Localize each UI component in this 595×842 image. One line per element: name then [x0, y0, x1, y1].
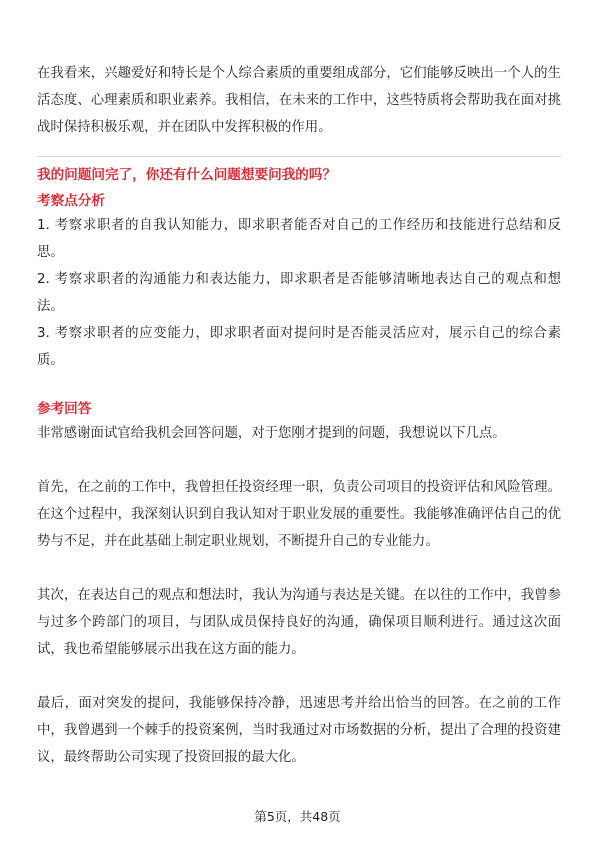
paragraph-gap — [37, 447, 561, 474]
intro-paragraph: 在我看来，兴趣爱好和特长是个人综合素质的重要组成部分，它们能够反映出一个人的生活态度、心理素质和职业素养。我相信，在未来的工作中，这些特质将会帮助我在面对挑战时保持积极乐观，并在团队中发挥积极的作用。 — [37, 66, 561, 135]
analysis-item: 1. 考察求职者的自我认知能力，即求职者能否对自己的工作经历和技能进行总结和反思。 — [37, 218, 561, 260]
paragraph-gap — [37, 663, 561, 690]
answer-heading: 参考回答 — [37, 401, 92, 417]
analysis-heading: 考察点分析 — [37, 193, 105, 209]
answer-paragraph: 其次，在表达自己的观点和想法时，我认为沟通与表达是关键。在以往的工作中，我曾参与过多个跨部门的项目，与团队成员保持良好的沟通，确保项目顺利进行。通过这次面试，我也希望能够展示出我在这方面的能力。 — [37, 588, 561, 657]
analysis-item: 3. 考察求职者的应变能力，即求职者面对提问时是否能灵活应对，展示自己的综合素质。 — [37, 326, 561, 368]
page-number-footer: 第5页，共48页 — [254, 809, 341, 824]
paragraph-gap — [37, 555, 561, 582]
analysis-item: 2. 考察求职者的沟通能力和表达能力，即求职者是否能够清晰地表达自己的观点和想法。 — [37, 272, 561, 314]
answer-paragraph: 最后，面对突发的提问，我能够保持冷静，迅速思考并给出恰当的回答。在之前的工作中，我曾遇到一个棘手的投资案例，当时我通过对市场数据的分析，提出了合理的投资建议，最终帮助公司实现了投资回报的最大化。 — [37, 696, 561, 765]
question-heading: 我的问题问完了，你还有什么问题想要问我的吗？ — [37, 167, 337, 183]
answer-paragraph: 非常感谢面试官给我机会回答问题，对于您刚才提到的问题，我想说以下几点。 — [37, 426, 506, 441]
answer-section — [37, 398, 561, 771]
section-divider — [37, 156, 561, 157]
analysis-section — [37, 190, 561, 374]
answer-paragraph: 首先，在之前的工作中，我曾担任投资经理一职，负责公司项目的投资评估和风险管理。在这个过程中，我深刻认识到自我认知对于职业发展的重要性。我能够准确评估自己的优势与不足，并在此基础上制定职业规划，不断提升自己的专业能力。 — [37, 480, 561, 549]
